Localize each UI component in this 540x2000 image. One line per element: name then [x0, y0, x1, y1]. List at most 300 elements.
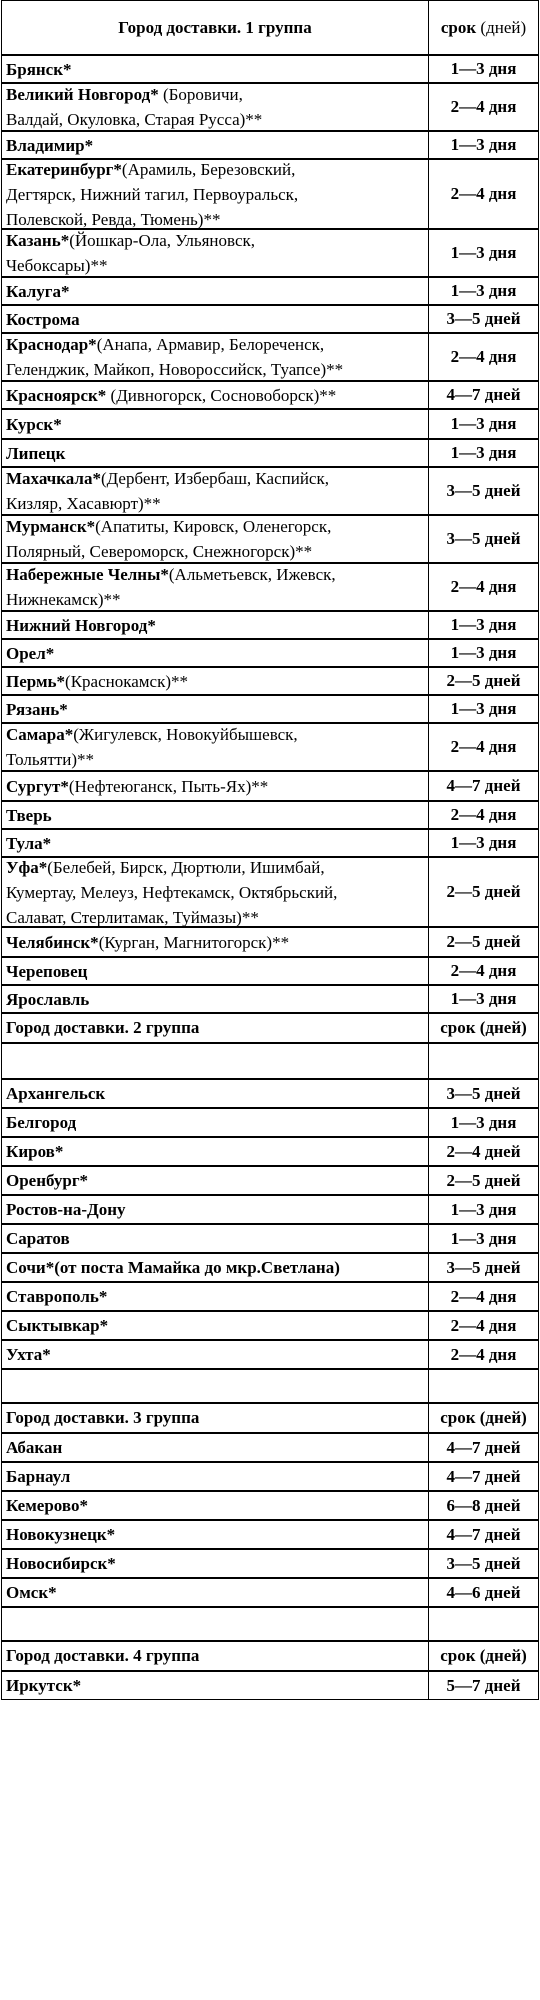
city-name: Ярославль	[6, 989, 90, 1009]
city-suburbs: (Йошкар-Ола, Ульяновск, Чебоксары)**	[6, 231, 256, 275]
delivery-term: 1—3 дня	[450, 135, 517, 154]
term-cell	[428, 333, 539, 381]
term-cell	[428, 1282, 539, 1311]
city-text	[6, 1226, 70, 1251]
city-name: Липецк	[6, 443, 66, 463]
term-cell	[428, 515, 539, 563]
city-name: Челябинск*	[6, 932, 99, 952]
header-term-cell	[428, 1013, 539, 1043]
table-row	[0, 801, 540, 829]
city-text	[6, 1580, 57, 1605]
delivery-term: 2—5 дней	[446, 1170, 521, 1190]
city-name: Махачкала*	[6, 469, 101, 488]
term-cell	[428, 771, 539, 801]
group-header-row	[0, 1641, 540, 1671]
city-text	[6, 228, 255, 278]
city-text	[6, 774, 268, 799]
header-term-unit: (дней)	[476, 17, 527, 37]
city-cell	[1, 131, 429, 159]
city-name: Оренбург*	[6, 1171, 89, 1190]
delivery-term: 4—6 дней	[446, 1582, 521, 1602]
city-text	[6, 412, 62, 437]
city-cell	[1, 439, 429, 467]
city-suburbs: (Альметьевск, Ижевск, Нижнекамск)**	[6, 565, 336, 609]
city-cell	[1, 771, 429, 801]
delivery-term: 2—4 дня	[450, 1344, 517, 1364]
table-row	[0, 957, 540, 985]
delivery-term: 3—5 дней	[446, 1257, 521, 1277]
city-text	[6, 466, 329, 516]
delivery-term: 1—3 дня	[450, 243, 517, 262]
blank-row	[0, 1043, 540, 1079]
city-suburbs: (Нефтеюганск, Пыть-Ях)**	[68, 776, 269, 796]
city-text	[6, 514, 331, 564]
term-cell	[428, 639, 539, 667]
delivery-term: 1—3 дня	[450, 1199, 517, 1219]
table-row	[0, 1282, 540, 1311]
table-row	[0, 439, 540, 467]
city-cell	[1, 305, 429, 333]
city-name: Иркутск*	[6, 1676, 82, 1695]
delivery-term: 3—5 дней	[446, 481, 521, 500]
table-row	[0, 611, 540, 639]
term-cell	[428, 1079, 539, 1108]
delivery-term: 2—4 дня	[450, 577, 517, 596]
city-text	[6, 1139, 63, 1164]
city-suburbs: (Дивногорск, Сосновоборск)**	[106, 385, 337, 405]
city-name: Тверь	[6, 805, 52, 825]
term-cell	[428, 611, 539, 639]
table-row	[0, 55, 540, 83]
city-name: Владимир*	[6, 135, 94, 155]
city-cell	[1, 515, 429, 563]
city-cell	[1, 857, 429, 927]
table-row	[0, 305, 540, 333]
delivery-term: 2—4 дней	[446, 1141, 521, 1161]
delivery-term: 1—3 дня	[450, 833, 517, 852]
city-text	[6, 641, 54, 666]
table-row	[0, 1166, 540, 1195]
term-cell	[428, 1311, 539, 1340]
term-cell	[428, 1340, 539, 1369]
term-cell	[428, 985, 539, 1013]
city-cell	[1, 1433, 429, 1462]
city-text	[6, 332, 343, 382]
city-text	[6, 1673, 81, 1698]
table-row	[0, 695, 540, 723]
city-suburbs: (Краснокамск)**	[65, 671, 189, 691]
group-header-row	[0, 1403, 540, 1433]
city-suburbs: (Анапа, Армавир, Белореченск, Геленджик, Майкоп, Новороссийск, Туапсе)**	[6, 335, 344, 379]
city-text	[6, 930, 289, 955]
city-suburbs: (Боровичи, Валдай, Окуловка, Старая Русса)**	[6, 85, 263, 129]
city-name: Сыктывкар*	[6, 1316, 109, 1335]
term-cell	[428, 131, 539, 159]
city-name: Екатеринбург*	[6, 159, 122, 179]
term-cell	[428, 1671, 539, 1700]
term-cell	[428, 409, 539, 439]
city-cell	[1, 409, 429, 439]
city-name: Орел*	[6, 643, 55, 663]
term-cell	[428, 381, 539, 409]
delivery-term: 3—5 дней	[446, 529, 521, 548]
table-row	[0, 639, 540, 667]
table-row	[0, 723, 540, 771]
header-term-label: срок (дней)	[440, 1018, 527, 1037]
city-cell	[1, 381, 429, 409]
delivery-term: 3—5 дней	[446, 1083, 521, 1103]
city-name: Набережные Челны*	[6, 565, 169, 584]
delivery-term: 2—5 дней	[446, 671, 521, 690]
blank-cell	[428, 1369, 539, 1403]
header-term-cell	[428, 1403, 539, 1433]
city-name: Омск*	[6, 1583, 57, 1602]
city-name: Барнаул	[6, 1467, 71, 1486]
table-row	[0, 667, 540, 695]
delivery-term: 1—3 дня	[450, 989, 517, 1008]
city-text	[6, 1464, 70, 1489]
city-cell	[1, 985, 429, 1013]
city-cell	[1, 1224, 429, 1253]
city-cell	[1, 695, 429, 723]
table-row	[0, 771, 540, 801]
term-cell	[428, 1433, 539, 1462]
delivery-term: 2—5 дней	[446, 882, 521, 901]
table-row	[0, 1253, 540, 1282]
city-name: Сочи*(от поста Мамайка до мкр.Светлана)	[6, 1258, 340, 1277]
city-name: Кострома	[6, 309, 80, 329]
term-cell	[428, 1224, 539, 1253]
city-text	[6, 1284, 107, 1309]
table-row	[0, 83, 540, 131]
city-text	[6, 82, 262, 132]
term-cell	[428, 1195, 539, 1224]
term-cell	[428, 695, 539, 723]
city-cell	[1, 611, 429, 639]
term-cell	[428, 667, 539, 695]
group-header-row	[0, 1013, 540, 1043]
table-row	[0, 1137, 540, 1166]
city-cell	[1, 829, 429, 857]
delivery-term: 2—4 дня	[450, 961, 517, 980]
term-cell	[428, 927, 539, 957]
table-row	[0, 467, 540, 515]
term-cell	[428, 467, 539, 515]
city-name: Саратов	[6, 1229, 70, 1248]
city-name: Калуга*	[6, 281, 70, 301]
city-cell	[1, 1137, 429, 1166]
table-row	[0, 409, 540, 439]
delivery-term: 2—5 дней	[446, 932, 521, 951]
city-cell	[1, 563, 429, 611]
delivery-term: 4—7 дней	[446, 1524, 521, 1544]
header-term-label: срок (дней)	[440, 1408, 527, 1427]
delivery-term: 5—7 дней	[446, 1675, 521, 1695]
city-cell	[1, 1311, 429, 1340]
delivery-term: 3—5 дней	[446, 1553, 521, 1573]
city-name: Тула*	[6, 833, 52, 853]
delivery-term: 2—4 дня	[450, 1286, 517, 1306]
header-city-cell	[1, 1403, 429, 1433]
delivery-term: 1—3 дня	[450, 443, 517, 462]
city-cell	[1, 83, 429, 131]
city-suburbs: (Арамиль, Березовский, Дегтярск, Нижний тагил, Первоуральск, Полевской, Ревда, Тюмень)**	[6, 159, 299, 229]
city-name: Нижний Новгород*	[6, 615, 156, 635]
term-cell	[428, 229, 539, 277]
table-row	[0, 1491, 540, 1520]
delivery-term: 4—7 дней	[446, 385, 521, 404]
city-suburbs: (Дербент, Избербаш, Каспийск, Кизляр, Хасавюрт)**	[6, 469, 329, 513]
city-text	[6, 383, 336, 408]
table-row	[0, 1195, 540, 1224]
city-cell	[1, 723, 429, 771]
city-name: Мурманск*	[6, 517, 96, 536]
table-row	[0, 229, 540, 277]
city-name: Новосибирск*	[6, 1554, 116, 1573]
table-row	[0, 927, 540, 957]
table-row	[0, 1520, 540, 1549]
header-city-cell	[1, 1641, 429, 1671]
group-header-row	[0, 0, 540, 55]
term-cell	[428, 829, 539, 857]
city-cell	[1, 1491, 429, 1520]
city-suburbs: (Апатиты, Кировск, Оленегорск, Полярный, Североморск, Снежногорск)**	[6, 517, 332, 561]
term-cell	[428, 1520, 539, 1549]
city-cell	[1, 1108, 429, 1137]
delivery-term: 4—7 дней	[446, 1466, 521, 1486]
city-name: Самара*	[6, 725, 74, 744]
delivery-term: 1—3 дня	[450, 643, 517, 662]
city-suburbs: (Жигулевск, Новокуйбышевск, Тольятти)**	[6, 725, 298, 769]
table-row	[0, 1578, 540, 1607]
blank-cell	[1, 1607, 429, 1641]
blank-cell	[428, 1043, 539, 1079]
city-name: Ухта*	[6, 1345, 51, 1364]
city-cell	[1, 927, 429, 957]
term-cell	[428, 1462, 539, 1491]
header-term-label	[441, 17, 526, 39]
city-text	[6, 1255, 340, 1280]
term-cell	[428, 1108, 539, 1137]
city-name: Великий Новгород*	[6, 85, 159, 104]
city-cell	[1, 1671, 429, 1700]
city-text	[6, 613, 156, 638]
city-name: Архангельск	[6, 1084, 106, 1103]
city-name: Новокузнецк*	[6, 1525, 116, 1544]
city-name: Ростов-на-Дону	[6, 1200, 126, 1219]
term-cell	[428, 83, 539, 131]
delivery-term: 2—4 дня	[450, 347, 517, 366]
table-row	[0, 381, 540, 409]
blank-row	[0, 1607, 540, 1641]
city-cell	[1, 639, 429, 667]
delivery-term: 4—7 дней	[446, 1437, 521, 1457]
table-row	[0, 1433, 540, 1462]
city-text	[6, 133, 93, 158]
city-cell	[1, 1195, 429, 1224]
table-row	[0, 829, 540, 857]
city-text	[6, 1493, 88, 1518]
city-name: Казань*	[6, 231, 70, 250]
delivery-term: 1—3 дня	[450, 615, 517, 634]
delivery-term: 2—4 дня	[450, 97, 517, 116]
city-name: Курск*	[6, 414, 62, 434]
delivery-term: 2—4 дня	[450, 1315, 517, 1335]
city-text	[6, 279, 70, 304]
city-cell	[1, 1549, 429, 1578]
city-name: Киров*	[6, 1142, 64, 1161]
city-text	[6, 855, 337, 930]
blank-cell	[1, 1043, 429, 1079]
city-cell	[1, 159, 429, 229]
term-cell	[428, 1166, 539, 1195]
header-term-label: срок (дней)	[440, 1646, 527, 1665]
city-name: Кемерово*	[6, 1496, 88, 1515]
term-cell	[428, 801, 539, 829]
table-row	[0, 563, 540, 611]
table-row	[0, 857, 540, 927]
city-text	[6, 1435, 62, 1460]
delivery-term: 1—3 дня	[450, 281, 517, 300]
delivery-term: 1—3 дня	[450, 59, 517, 78]
term-cell	[428, 159, 539, 229]
city-text	[6, 831, 51, 856]
blank-cell	[428, 1607, 539, 1641]
term-cell	[428, 305, 539, 333]
delivery-term: 1—3 дня	[450, 1228, 517, 1248]
city-cell	[1, 229, 429, 277]
table-row	[0, 131, 540, 159]
delivery-term: 2—4 дня	[450, 184, 517, 203]
blank-row	[0, 1369, 540, 1403]
city-cell	[1, 1340, 429, 1369]
term-cell	[428, 1491, 539, 1520]
blank-cell	[1, 1369, 429, 1403]
city-text	[6, 157, 298, 232]
header-city-label: Город доставки. 4 группа	[6, 1646, 200, 1665]
city-cell	[1, 277, 429, 305]
city-text	[6, 57, 72, 82]
header-city-cell	[1, 0, 429, 55]
term-cell	[428, 1253, 539, 1282]
city-cell	[1, 957, 429, 985]
header-term-bold: срок	[440, 17, 477, 37]
city-cell	[1, 1282, 429, 1311]
city-text	[6, 1197, 126, 1222]
city-name: Череповец	[6, 961, 88, 981]
city-suburbs: (Курган, Магнитогорск)**	[98, 932, 290, 952]
city-text	[6, 669, 188, 694]
city-name: Пермь*	[6, 671, 66, 691]
table-row	[0, 985, 540, 1013]
city-cell	[1, 1166, 429, 1195]
table-row	[0, 515, 540, 563]
city-name: Уфа*	[6, 857, 48, 877]
city-text	[6, 697, 68, 722]
city-cell	[1, 667, 429, 695]
term-cell	[428, 1578, 539, 1607]
city-cell	[1, 55, 429, 83]
city-cell	[1, 1079, 429, 1108]
city-name: Краснодар*	[6, 335, 97, 354]
delivery-term: 2—4 дня	[450, 737, 517, 756]
delivery-term: 2—4 дня	[450, 805, 517, 824]
city-text	[6, 562, 336, 612]
city-cell	[1, 801, 429, 829]
delivery-term: 6—8 дней	[446, 1495, 521, 1515]
table-row	[0, 333, 540, 381]
table-row	[0, 1462, 540, 1491]
term-cell	[428, 563, 539, 611]
table-row	[0, 1671, 540, 1700]
city-text	[6, 1342, 51, 1367]
term-cell	[428, 277, 539, 305]
city-cell	[1, 1578, 429, 1607]
city-name: Брянск*	[6, 59, 72, 79]
city-cell	[1, 1253, 429, 1282]
table-row	[0, 1311, 540, 1340]
table-row	[0, 1108, 540, 1137]
term-cell	[428, 723, 539, 771]
city-text	[6, 307, 80, 332]
delivery-term: 4—7 дней	[446, 776, 521, 795]
city-text	[6, 987, 89, 1012]
term-cell	[428, 439, 539, 467]
header-city-label: Город доставки. 2 группа	[6, 1018, 200, 1037]
city-name: Красноярск*	[6, 385, 107, 405]
table-row	[0, 1340, 540, 1369]
city-text	[6, 1551, 116, 1576]
city-name: Ставрополь*	[6, 1287, 108, 1306]
city-name: Рязань*	[6, 699, 68, 719]
term-cell	[428, 857, 539, 927]
term-cell	[428, 1549, 539, 1578]
table-row	[0, 1549, 540, 1578]
city-text	[6, 1522, 115, 1547]
city-cell	[1, 1462, 429, 1491]
term-cell	[428, 1137, 539, 1166]
header-city-label: Город доставки. 1 группа	[118, 17, 312, 37]
city-cell	[1, 333, 429, 381]
city-text	[6, 722, 298, 772]
header-term-cell	[428, 1641, 539, 1671]
table-row	[0, 277, 540, 305]
header-term-cell	[428, 0, 539, 55]
delivery-term: 1—3 дня	[450, 699, 517, 718]
city-cell	[1, 1520, 429, 1549]
city-text	[6, 1168, 88, 1193]
city-name: Сургут*	[6, 776, 69, 796]
delivery-term: 3—5 дней	[446, 309, 521, 328]
city-name: Абакан	[6, 1438, 63, 1457]
city-text	[6, 803, 52, 828]
delivery-term: 1—3 дня	[450, 1112, 517, 1132]
city-text	[6, 959, 87, 984]
city-text	[6, 441, 65, 466]
delivery-term: 1—3 дня	[450, 414, 517, 433]
table-row	[0, 1224, 540, 1253]
table-row	[0, 159, 540, 229]
city-suburbs: (Белебей, Бирск, Дюртюли, Ишимбай, Кумертау, Мелеуз, Нефтекамск, Октябрьский, Салават, Стерлитамак, Туймазы)**	[6, 857, 338, 927]
term-cell	[428, 957, 539, 985]
city-cell	[1, 467, 429, 515]
term-cell	[428, 55, 539, 83]
city-name: Белгород	[6, 1113, 77, 1132]
header-city-label: Город доставки. 3 группа	[6, 1408, 200, 1427]
city-text	[6, 1313, 108, 1338]
table-row	[0, 1079, 540, 1108]
city-text	[6, 1110, 76, 1135]
